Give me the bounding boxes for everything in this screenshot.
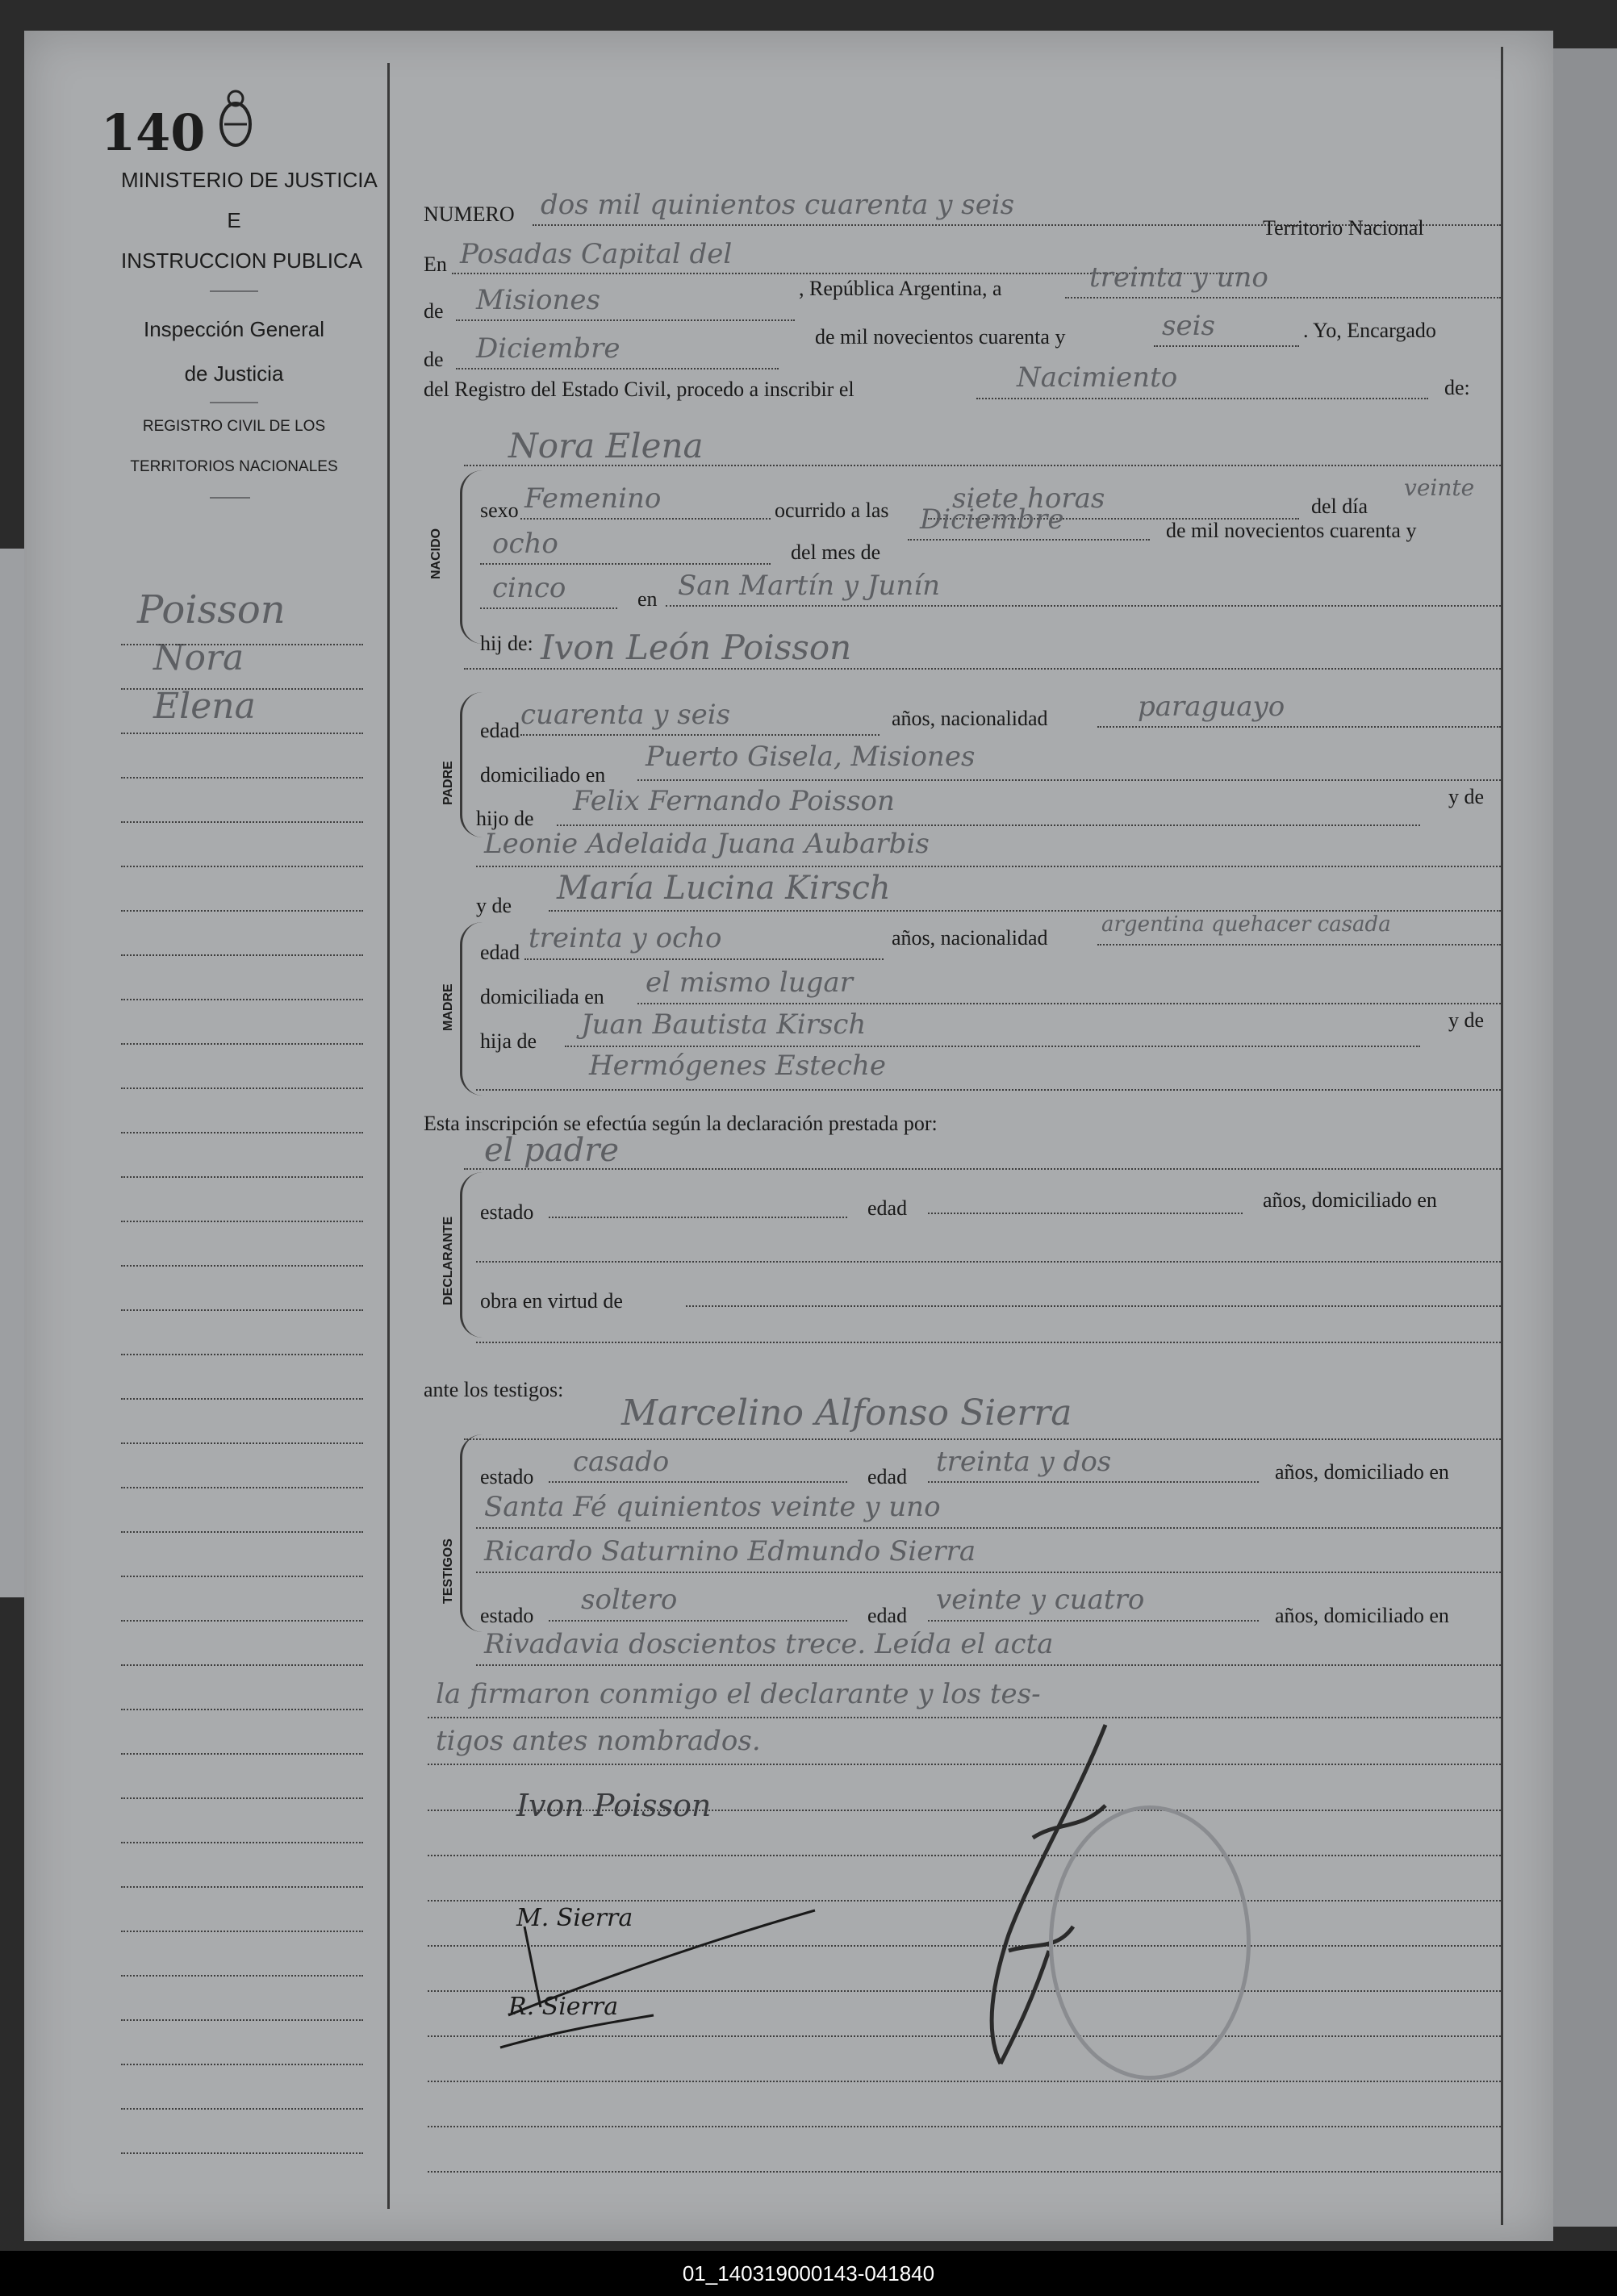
margin-rule (121, 1398, 363, 1400)
mes-nac-value: Diciembre (920, 503, 1064, 536)
declarante-side-label: DECLARANTE (441, 1216, 455, 1305)
de-value: Misiones (476, 284, 600, 316)
dia-line (1065, 297, 1501, 298)
margin-rule (121, 1354, 363, 1355)
de2-label: de (424, 348, 444, 371)
madre-domicilio-label: domiciliada en (480, 985, 604, 1008)
anio-nac-value: cinco (492, 572, 566, 604)
anio-line (1154, 345, 1299, 347)
margin-rule (121, 1975, 363, 1977)
testigo2-anos-label: años, domiciliado en (1275, 1604, 1449, 1627)
left-page-edge (0, 549, 24, 1597)
madre-madre-line (476, 1089, 1501, 1091)
margin-rule (121, 777, 363, 779)
mes-line (456, 368, 779, 369)
yo-label: . Yo, Encargado (1303, 319, 1436, 342)
madre-edad-line (524, 958, 884, 960)
sexo-line (520, 518, 771, 520)
en2-label: en (637, 587, 658, 611)
margin-rule (121, 1531, 363, 1533)
padre-anos-label: años, nacionalidad (892, 707, 1048, 730)
madre-domicilio-line (637, 1003, 1501, 1004)
ante-label: ante los testigos: (424, 1378, 564, 1401)
margin-rule (121, 644, 363, 645)
signature-rule (428, 2126, 1501, 2127)
padre-domicilio-label: domiciliado en (480, 763, 606, 787)
dia-nac2-value: ocho (492, 528, 558, 560)
del-mes-label: del mes de (791, 541, 881, 564)
anio-nac-label: de mil novecientos cuarenta y (1166, 519, 1417, 542)
margin-rule (121, 1087, 363, 1089)
padre-side-label: PADRE (441, 761, 455, 805)
margin-rule (121, 2108, 363, 2110)
padre-hijo-label: hijo de (476, 807, 534, 830)
testigo2-edad-label: edad (867, 1604, 908, 1627)
header-rule (210, 402, 258, 403)
de-label: de (424, 299, 444, 323)
mes-value: Diciembre (476, 332, 620, 365)
declarante-domicilio-line (476, 1261, 1501, 1263)
margin-rule (121, 910, 363, 912)
dia-nac2-line (480, 563, 771, 565)
obra-label: obra en virtud de (480, 1289, 623, 1313)
signature-rule (428, 2081, 1501, 2082)
ministry-line1: MINISTERIO DE JUSTICIA (121, 168, 378, 192)
ministry-line3: INSTRUCCION PUBLICA (121, 248, 363, 273)
margin-rule (121, 1842, 363, 1843)
margin-rule (121, 821, 363, 823)
margin-rule (121, 1309, 363, 1311)
folio-number: 140 (101, 103, 206, 162)
testigo2-domicilio-line (476, 1664, 1501, 1666)
madre-padre: Juan Bautista Kirsch (581, 1008, 867, 1041)
declarante-anos-label: años, domiciliado en (1263, 1188, 1437, 1212)
sexo-value: Femenino (524, 482, 662, 515)
testigo2-estado: soltero (581, 1584, 678, 1616)
registro-label: del Registro del Estado Civil, procedo a inscribir el (424, 378, 854, 401)
padre-y-de-label: y de (1448, 785, 1485, 808)
testigo1-estado-line (549, 1481, 847, 1483)
ministry-line2: E (227, 208, 241, 232)
declarante-edad-label: edad (867, 1196, 908, 1220)
signature-rule (428, 2171, 1501, 2173)
margin-rule (121, 1221, 363, 1222)
numero-label: NUMERO (424, 202, 515, 226)
padre-madre-line (476, 866, 1501, 867)
territorio-label: Territorio Nacional (1263, 216, 1424, 240)
declarante-line (464, 1168, 1501, 1170)
padre-padre: Felix Fernando Poisson (573, 785, 895, 817)
en-value: Posadas Capital del (460, 238, 733, 270)
header-rule (210, 290, 258, 292)
madre-edad: treinta y ocho (529, 922, 722, 954)
margin-rule (121, 1886, 363, 1888)
obra-line-2 (476, 1342, 1501, 1343)
nacido-nombre: Nora Elena (508, 426, 704, 465)
margin-rule (121, 733, 363, 734)
column-divider (387, 63, 390, 2209)
padre-nacionalidad-line (1097, 726, 1501, 728)
registry-line1: REGISTRO CIVIL DE LOS (142, 418, 326, 435)
register-page (24, 31, 1553, 2241)
official-stamp (1049, 1805, 1251, 2080)
hora-value: siete horas (952, 482, 1105, 515)
de-line (456, 319, 795, 321)
mes-nac-line (908, 539, 1150, 541)
de3-label: de: (1444, 376, 1470, 399)
padre-edad-label: edad (480, 719, 520, 742)
madre-nacionalidad: argentina quehacer casada (1101, 912, 1391, 937)
margin-rule (121, 1442, 363, 1444)
header-rule (210, 497, 250, 499)
firma-testigo-1: M. Sierra (516, 1904, 633, 1932)
madre-domicilio: el mismo lugar (646, 966, 853, 999)
padre-edad: cuarenta y seis (520, 699, 731, 731)
madre-nacionalidad-line (1097, 944, 1501, 946)
image-id-caption: 01_140319000143-041840 (0, 2251, 1617, 2296)
padre-nombre: Ivon León Poisson (541, 628, 852, 667)
lugar-line (666, 605, 1501, 607)
madre-brace (460, 922, 483, 1096)
margin-rule (121, 866, 363, 867)
padre-domicilio-line (637, 779, 1501, 781)
testigos-brace (460, 1434, 483, 1632)
witness-signature-strokes (492, 1894, 831, 2056)
margin-rule (121, 2152, 363, 2154)
sexo-label: sexo (480, 499, 519, 522)
margin-rule (121, 1043, 363, 1045)
anio-label: de mil novecientos cuarenta y (815, 325, 1066, 349)
testigo2-estado-label: estado (480, 1604, 534, 1627)
madre-anos-label: años, nacionalidad (892, 926, 1048, 950)
anio-nac-line (480, 607, 617, 609)
padre-nacionalidad: paraguayo (1138, 691, 1285, 723)
coat-of-arms-icon (218, 87, 253, 152)
testigo1-estado-label: estado (480, 1465, 534, 1488)
testigo2-edad-line (928, 1620, 1259, 1622)
dia-nac-value: veinte (1404, 474, 1475, 501)
margin-rule (121, 688, 363, 690)
testigo1-nombre: Marcelino Alfonso Sierra (621, 1392, 1072, 1434)
firma-declarante: Ivon Poisson (516, 1788, 712, 1823)
testigo1-domicilio-line (476, 1527, 1501, 1529)
testigos-side-label: TESTIGOS (441, 1538, 455, 1604)
margin-given-1: Nora (153, 637, 244, 678)
margin-rule (121, 1931, 363, 1932)
padre-nombre-line (464, 668, 1501, 670)
testigo1-edad: treinta y dos (936, 1446, 1112, 1478)
del-dia-label: del día (1311, 495, 1368, 518)
declarante-edad-line (928, 1213, 1243, 1214)
padre-madre: Leonie Adelaida Juana Aubarbis (484, 828, 930, 860)
margin-given-2: Elena (153, 686, 256, 727)
margin-rule (121, 1709, 363, 1710)
margin-rule (121, 999, 363, 1000)
margin-rule (121, 1176, 363, 1178)
declarante-brace (460, 1172, 483, 1338)
margin-rule (121, 954, 363, 956)
declarante-estado-line (549, 1217, 847, 1218)
en-label: En (424, 253, 447, 276)
registro-line (976, 398, 1428, 399)
nacido-side-label: NACIDO (429, 528, 443, 579)
madre-y-de-label: y de (476, 894, 512, 917)
padre-domicilio: Puerto Gisela, Misiones (646, 741, 976, 773)
testigo2-nombre: Ricardo Saturnino Edmundo Sierra (484, 1535, 976, 1568)
testigo1-anos-label: años, domiciliado en (1275, 1460, 1449, 1484)
testigo1-edad-label: edad (867, 1465, 908, 1488)
firma-testigo-2: R. Sierra (508, 1993, 619, 2021)
margin-rule (121, 2019, 363, 2021)
dia-value: treinta y uno (1089, 261, 1268, 294)
testigo2-domicilio: Rivadavia doscientos trece. Leída el acta (484, 1628, 1054, 1660)
declarante-value: el padre (484, 1132, 620, 1169)
hijo-label: hij de: (480, 632, 533, 655)
margin-rule (121, 1265, 363, 1267)
nacido-brace (460, 470, 483, 644)
next-page-edge (1553, 48, 1617, 2227)
cierre-line1: la firmaron conmigo el declarante y los tes- (436, 1678, 1041, 1710)
anio-value: seis (1162, 310, 1215, 342)
ocurrido-label: ocurrido a las (775, 499, 889, 522)
declaracion-label: Esta inscripción se efectúa según la declaración prestada por: (424, 1112, 938, 1135)
testigo1-estado: casado (573, 1446, 670, 1478)
testigo1-domicilio: Santa Fé quinientos veinte y uno (484, 1491, 941, 1523)
madre-padre-line (565, 1046, 1420, 1047)
margin-rule (121, 1664, 363, 1666)
inspection-line1: Inspección General (143, 317, 325, 341)
testigo2-edad: veinte y cuatro (936, 1584, 1145, 1616)
numero-value: dos mil quinientos cuarenta y seis (541, 189, 1015, 221)
margin-rule (121, 1576, 363, 1577)
margin-rule (121, 1132, 363, 1133)
madre-hija-label: hija de (480, 1029, 537, 1053)
lugar-value: San Martín y Junín (678, 570, 941, 602)
republica-label: , República Argentina, a (799, 277, 1002, 300)
madre-y-de2-label: y de (1448, 1008, 1485, 1032)
madre-madre: Hermógenes Esteche (589, 1050, 887, 1082)
madre-side-label: MADRE (441, 983, 455, 1031)
madre-nombre-line (549, 910, 1501, 912)
margin-rule (121, 2064, 363, 2065)
madre-edad-label: edad (480, 941, 520, 964)
right-border (1501, 47, 1503, 2225)
inspection-line2: de Justicia (184, 361, 284, 386)
padre-padre-line (557, 824, 1420, 826)
testigo1-nombre-line (464, 1438, 1501, 1440)
registry-line2: TERRITORIOS NACIONALES (130, 458, 338, 475)
margin-rule (121, 1620, 363, 1622)
cierre-line2: tigos antes nombrados. (436, 1725, 761, 1757)
margin-rule (121, 1797, 363, 1799)
testigo1-edad-line (928, 1481, 1259, 1483)
madre-nombre: María Lucina Kirsch (557, 870, 891, 907)
margin-rule (121, 1753, 363, 1755)
padre-edad-line (520, 734, 880, 736)
testigo2-estado-line (549, 1620, 847, 1622)
declarante-estado-label: estado (480, 1200, 534, 1224)
margin-surname: Poisson (137, 587, 286, 632)
margin-rule (121, 1487, 363, 1488)
obra-line (686, 1305, 1501, 1307)
registro-value: Nacimiento (1017, 361, 1178, 394)
testigo2-nombre-line (476, 1572, 1501, 1573)
